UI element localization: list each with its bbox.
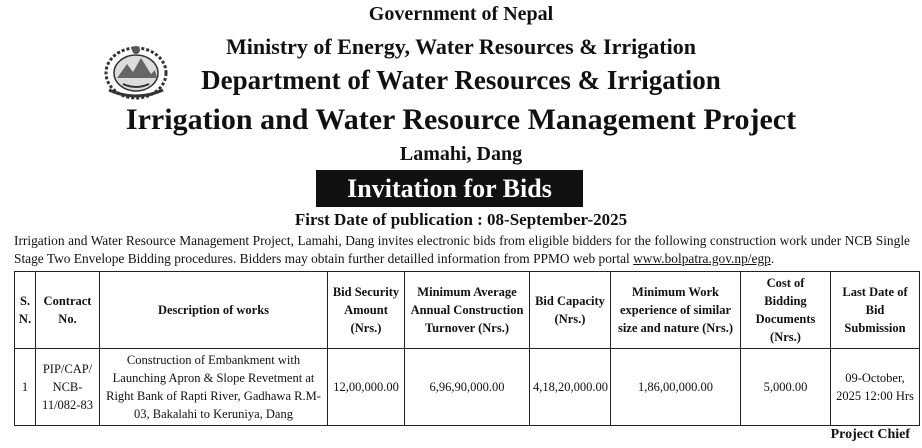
ppmo-portal-link[interactable]: www.bolpatra.gov.np/egp [633,251,771,266]
col-header-description: Description of works [100,272,328,349]
government-heading: Government of Nepal [368,3,554,25]
publication-date: First Date of publication : 08-September-2025 [294,210,628,229]
ministry-heading: Ministry of Energy, Water Resources & Irrigation [226,34,696,59]
cell-bid-capacity: 4,18,20,000.00 [530,349,611,426]
location-heading: Lamahi, Dang [399,143,523,165]
col-header-last-date: Last Date of Bid Submission [831,272,920,349]
bids-table [14,271,920,426]
department-heading: Department of Water Resources & Irrigation [201,65,721,95]
col-header-min-experience: Minimum Work experience of similar size and nature (Nrs.) [611,272,741,349]
intro-paragraph [14,232,910,268]
table-header-row [15,272,920,349]
intro-end: . [770,251,775,266]
intro-text: Irrigation and Water Resource Management Project, Lamahi, Dang invites electronic bids from eligible bidders for the following construction work under NCB Single Stage Two Envelope Bidding procedures. Bidders may obtain further detailled information from PPMO web portal [14,233,910,266]
cell-contract-no: PIP/CAP/ NCB- 11/082-83 [36,349,100,426]
signatory: Project Chief [830,427,910,442]
notice-title: Invitation for Bids [316,170,583,207]
col-header-sn: S. N. [15,272,36,349]
cell-description: Construction of Embankment with Launching Apron & Slope Revetment at Right Bank of Rapti River, Gadhawa R.M- 03, Bakalahi to Keruniya, Dang [100,349,328,426]
col-header-contract-no: Contract No. [36,272,100,349]
col-header-bid-capacity: Bid Capacity (Nrs.) [530,272,611,349]
cell-min-experience: 1,86,00,000.00 [611,349,741,426]
cell-bid-security: 12,00,000.00 [328,349,405,426]
table-row [15,349,920,426]
cell-doc-cost: 5,000.00 [741,349,831,426]
col-header-doc-cost: Cost of Bidding Documents (Nrs.) [741,272,831,349]
col-header-bid-security: Bid Security Amount (Nrs.) [328,272,405,349]
cell-sn: 1 [15,349,36,426]
project-heading: Irrigation and Water Resource Management Project [125,103,797,136]
cell-min-turnover: 6,96,90,000.00 [405,349,530,426]
col-header-min-turnover: Minimum Average Annual Construction Turnover (Nrs.) [405,272,530,349]
cell-last-date: 09-October, 2025 12:00 Hrs [831,349,920,426]
